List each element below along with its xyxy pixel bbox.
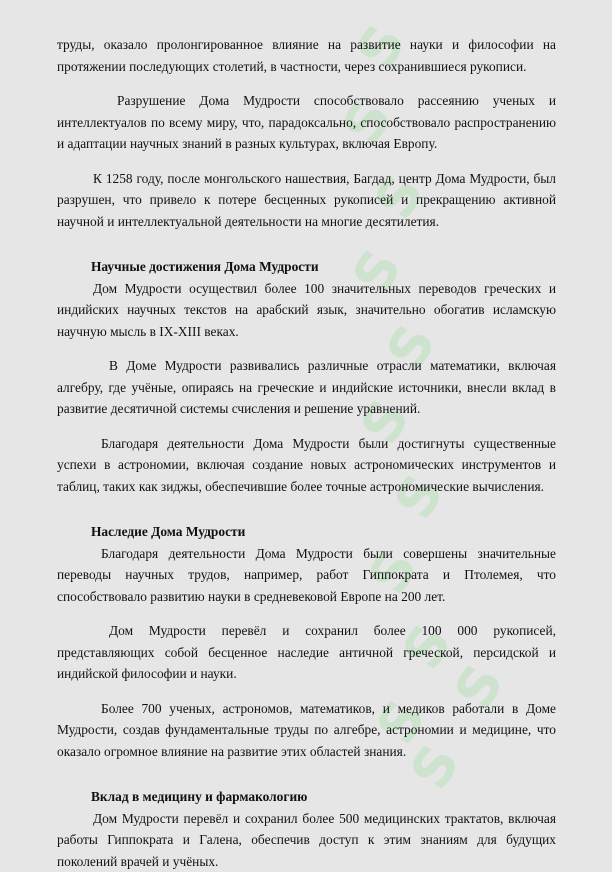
paragraph-8: Дом Мудрости перевёл и сохранил более 100 000 рукописей, представляющих собой бесценное наследие античной греческой, персидской и индийской философии и науки.	[57, 620, 556, 685]
watermark-glyph: S	[348, 17, 414, 78]
section-heading-legacy: Наследие Дома Мудрости	[91, 521, 556, 543]
paragraph-2: Разрушение Дома Мудрости способствовало рассеянию ученых и интеллектуалов по всему миру, что, парадоксально, способствовало распространению и адаптации научных знаний в разных культурах, включая Европу.	[57, 90, 556, 155]
watermark-glyph: S	[360, 542, 426, 603]
watermark-glyph: S	[352, 392, 418, 453]
watermark-glyph: S	[394, 617, 460, 678]
watermark-glyph: S	[446, 657, 512, 718]
paragraph-10: Дом Мудрости перевёл и сохранил более 500 медицинских трактатов, включая работы Гиппократа и Галена, обеспечив доступ к этим знаниям для будущих поколений врачей и учёных.	[57, 808, 556, 872]
watermark-glyph: S	[402, 737, 468, 798]
watermark-glyph: S	[366, 167, 432, 228]
watermark-glyph: S	[386, 467, 452, 528]
paragraph-1: труды, оказало пролонгированное влияние на развитие науки и философии на протяжении последующих столетий, в частности, через сохранившиеся рукописи.	[57, 34, 556, 77]
section-heading-scientific-achievements: Научные достижения Дома Мудрости	[91, 256, 556, 278]
document-page	[57, 34, 556, 872]
watermark-glyph: S	[334, 92, 400, 153]
watermark-glyph: S	[378, 317, 444, 378]
paragraph-9: Более 700 ученых, астрономов, математиков, и медиков работали в Доме Мудрости, создав фундаментальные труды по алгебре, астрономии и медицине, что оказало огромное влияние на развитие этих областей знания.	[57, 698, 556, 763]
paragraph-7: Благодаря деятельности Дома Мудрости были совершены значительные переводы научных трудов, например, работ Гиппократа и Птолемея, что способствовало развитию науки в средневековой Европе на 200 лет.	[57, 543, 556, 608]
paragraph-3: К 1258 году, после монгольского нашествия, Багдад, центр Дома Мудрости, был разрушен, что привело к потере бесценных рукописей и прекращению активной научной и интеллектуальной деятельности на многие десятилетия.	[57, 168, 556, 233]
paragraph-4: Дом Мудрости осуществил более 100 значительных переводов греческих и индийских научных текстов на арабский язык, значительно обогатив исламскую научную мысль в IX-XIII веках.	[57, 278, 556, 343]
watermark-glyph: S	[368, 692, 434, 753]
watermark-glyph: S	[344, 242, 410, 303]
paragraph-6: Благодаря деятельности Дома Мудрости были достигнуты существенные успехи в астрономии, включая создание новых астрономических инструментов и таблиц, таких как зиджы, обеспечившие более точные астрономические вычисления.	[57, 433, 556, 498]
section-heading-medicine: Вклад в медицину и фармакологию	[91, 786, 556, 808]
paragraph-5: В Доме Мудрости развивались различные отрасли математики, включая алгебру, где учёные, опираясь на греческие и индийские источники, внесли вклад в развитие десятичной системы счисления и решение уравнений.	[57, 355, 556, 420]
